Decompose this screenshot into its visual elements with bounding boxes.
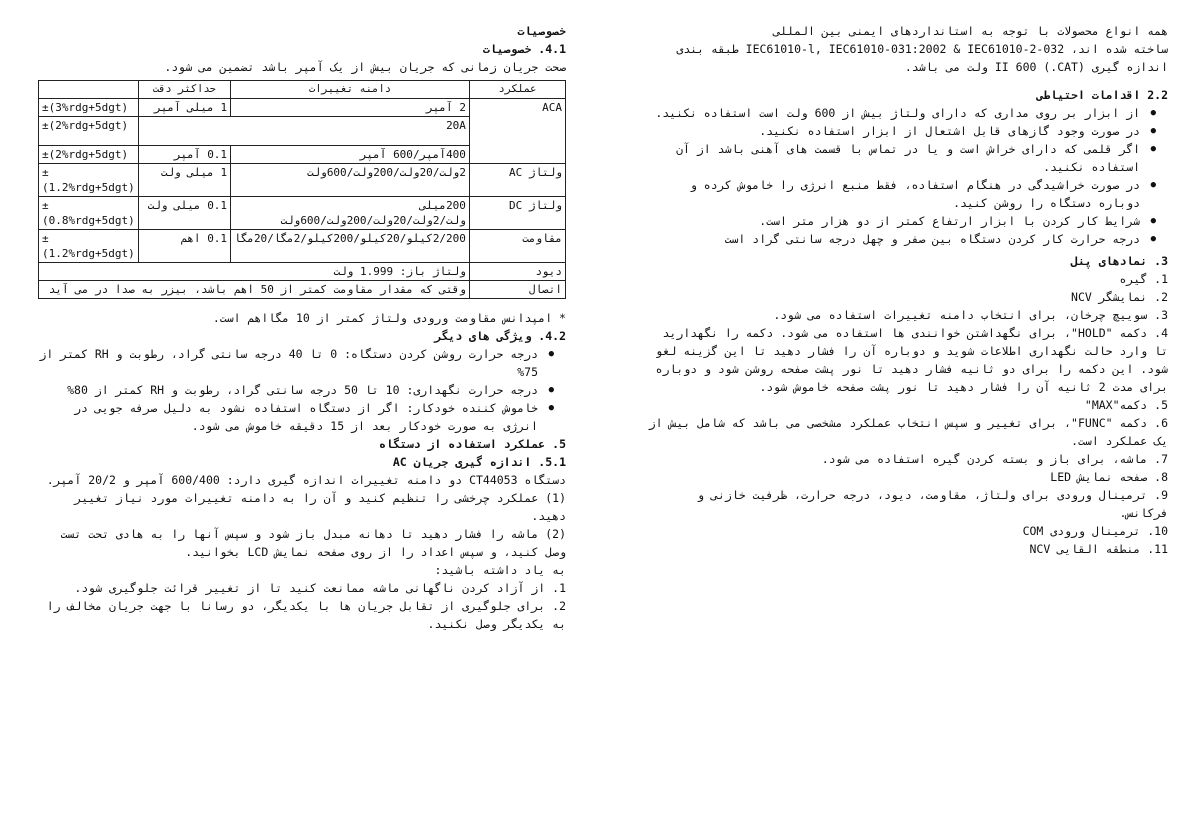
list-item: ● از ابزار بر روی مداری که دارای ولتاژ بیش از 600 ولت است استفاده نکنید. (648, 104, 1154, 122)
paragraph: (2) ماشه را فشار دهید تا دهانه مبدل باز شود و سپس آنها را به هادی تحت تست وصل کنید، و سپس اعداد را از روی صفحه نمایش LCD بخوانید. (60, 527, 566, 559)
section-4-2-heading: 4.2. ویژگی های دیگر (434, 329, 566, 343)
table-cell: ولتاژ AC (469, 164, 565, 197)
table-header-cell: عملکرد (469, 81, 565, 99)
table-cell: 0.1 آمپر (138, 146, 230, 164)
section-title: خصوصیات (517, 24, 566, 38)
section-4-1-intro: صحت جریان زمانی که جریان بیش از یک آمپر باشد تضمین می شود. (164, 60, 566, 74)
table-cell: 0.1 اهم (138, 230, 230, 263)
list-item: ● خاموش کننده خودکار: اگر از دستگاه استفاده نشود به دلیل صرفه جویی در انرژی به صورت خودکار بعد از 15 دقیقه خاموش می شود. (36, 399, 552, 435)
table-row (39, 230, 566, 263)
other-features-list (36, 345, 566, 435)
table-cell: ±(1.2%rdg+5dgt) (39, 164, 139, 197)
list-item: 5. دکمه"MAX" (1084, 398, 1168, 412)
list-item: ● در صورت وجود گازهای قابل اشتعال از ابزار استفاده نکنید. (648, 122, 1154, 140)
table-header-cell: حداکثر دقت (138, 81, 230, 99)
section-4-1-heading: 4.1. خصوصیات (482, 42, 566, 56)
paragraph: 1. از آزاد کردن ناگهانی ماشه ممانعت کنید تا از تغییر قرائت جلوگیری شود. (74, 581, 566, 595)
right-column (648, 22, 1168, 558)
table-row (39, 263, 566, 281)
list-item: ● اگر قلمی که دارای خراش است و یا در تماس با قسمت های آهنی باشد از آن استفاده نکنید. (648, 140, 1154, 176)
list-item: 4. دکمه "HOLD"، برای نگهداشتن خوانندی ها استفاده می شود. دکمه را نگهدارید تا وارد حالت نگهداری اطلاعات شوید و دوباره آن را فشار دهید تا این گزینه لغو شود. این دکمه را برای دو ثانیه فشار دهید تا نور پشت صفحه روشن شود و دوباره برای مدت 2 ثانیه آن را فشار دهید تا نور پشت صفحه خاموش شود. (655, 326, 1168, 394)
table-cell: ±(3%rdg+5dgt) (39, 99, 139, 117)
table-cell: اتصال (469, 281, 565, 299)
panel-symbols-list (648, 270, 1168, 558)
section-5-heading: 5. عملکرد استفاده از دستگاه (379, 437, 566, 451)
list-item: 2. نمایشگر NCV (1071, 290, 1168, 304)
paragraph: 2. برای جلوگیری از تقابل جریان ها با یکدیگر، دو رسانا با جهت جریان مخالف را به یکدیگر وصل نکنید. (46, 599, 566, 631)
table-header-cell: دامنه تغییرات (231, 81, 470, 99)
table-cell: دیود (469, 263, 565, 281)
table-header-cell (39, 81, 139, 99)
table-cell: 1 میلی ولت (138, 164, 230, 197)
list-item: 1. گیره (1119, 272, 1168, 286)
table-row (39, 197, 566, 230)
list-item: 9. ترمینال ورودی برای ولتاژ، مقاومت، دیود، درجه حرارت، ظرفیت خازنی و فرکانس. (697, 488, 1168, 520)
table-cell: ±(1.2%rdg+5dgt) (39, 230, 139, 263)
table-cell: وقتی که مقدار مقاومت کمتر از 50 اهم باشد، بیزر به صدا در می آید (39, 281, 470, 299)
table-cell: ACA (469, 99, 565, 164)
paragraph: (1) عملکرد چرخشی را تنظیم کنید و آن را به دامنه تغییرات مورد نیاز تغییر دهید. (74, 491, 566, 523)
table-cell: ±(2%rdg+5dgt) (39, 117, 139, 146)
table-cell: 20A (138, 117, 469, 146)
list-item: ● در صورت خراشیدگی در هنگام استفاده، فقط منبع انرژی را خاموش کرده و دوباره دستگاه را روشن کنید. (648, 176, 1154, 212)
intro-line: اندازه گیری (CAT.) II 600 ولت می باشد. (904, 60, 1168, 74)
list-item: ● درجه حرارت کار کردن دستگاه بین صفر و چهل درجه سانتی گراد است (648, 230, 1154, 248)
footnote: * امپدانس مقاومت ورودی ولتاژ کمتر از 10 مگااهم است. (212, 311, 566, 325)
table-cell: 2ولت/20ولت/200ولت/600ولت (231, 164, 470, 197)
section-2-2-heading: 2.2 اقدامات احتیاطی (1036, 88, 1168, 102)
list-item: ● درجه حرارت نگهداری: 10 تا 50 درجه سانتی گراد، رطوبت و RH کمتر از 80% (36, 381, 552, 399)
table-cell: 400آمپر/600 آمپر (231, 146, 470, 164)
table-cell: 2/200کیلو/20کیلو/200کیلو/2مگا/20مگا (231, 230, 470, 263)
list-item: 7. ماشه، برای باز و بسته کردن گیره استفاده می شود. (821, 452, 1168, 466)
list-item: 8. صفحه نمایش LED (1050, 470, 1168, 484)
table-cell: ولتاژ باز: 1.999 ولت (39, 263, 470, 281)
section-3-heading: 3. نمادهای پنل (1071, 254, 1168, 268)
table-cell: 2 آمپر (231, 99, 470, 117)
list-item: 10. ترمینال ورودی COM (1022, 524, 1168, 538)
paragraph: به یاد داشته باشید: (434, 563, 566, 577)
table-cell: ±(0.8%rdg+5dgt) (39, 197, 139, 230)
table-row (39, 281, 566, 299)
paragraph: دستگاه CT44053 دو دامنه تغییرات اندازه گیری دارد: 600/400 آمپر و 20/2 آمپر. (46, 473, 566, 487)
table-cell: 1 میلی آمپر (138, 99, 230, 117)
table-cell: ±(2%rdg+5dgt) (39, 146, 139, 164)
table-cell: 200میلی ولت/2ولت/20ولت/200ولت/600ولت (231, 197, 470, 230)
list-item: ● درجه حرارت روشن کردن دستگاه: 0 تا 40 درجه سانتی گراد، رطوبت و RH کمتر از 75% (36, 345, 552, 381)
specifications-table (38, 80, 566, 299)
table-cell: مقاومت (469, 230, 565, 263)
section-5-1-heading: 5.1. اندازه گیری جریان AC (392, 455, 566, 469)
table-row (39, 164, 566, 197)
table-cell: 0.1 میلی ولت (138, 197, 230, 230)
left-column (36, 22, 566, 633)
list-item: 3. سوییچ چرخان، برای انتخاب دامنه تغییرات استفاده می شود. (773, 308, 1168, 322)
list-item: ● شرایط کار کردن با ابزار ارتفاع کمتر از دو هزار متر است. (648, 212, 1154, 230)
table-header-row (39, 81, 566, 99)
list-item: 6. دکمه "FUNC"، برای تغییر و سپس انتخاب عملکرد مشخصی می باشد که شامل بیش از یک عملکرد است. (648, 416, 1168, 448)
table-row (39, 99, 566, 117)
precautions-list (648, 104, 1168, 248)
list-item: 11. منطقه القایی NCV (1029, 542, 1168, 556)
table-cell: ولتاژ DC (469, 197, 565, 230)
intro-line: ساخته شده اند، IEC61010-l, IEC61010-031:2002 & IEC61010-2-032 طبقه بندی (676, 42, 1168, 56)
intro-line: همه انواع محصولات با توجه به استانداردهای ایمنی بین المللی (773, 24, 1168, 38)
